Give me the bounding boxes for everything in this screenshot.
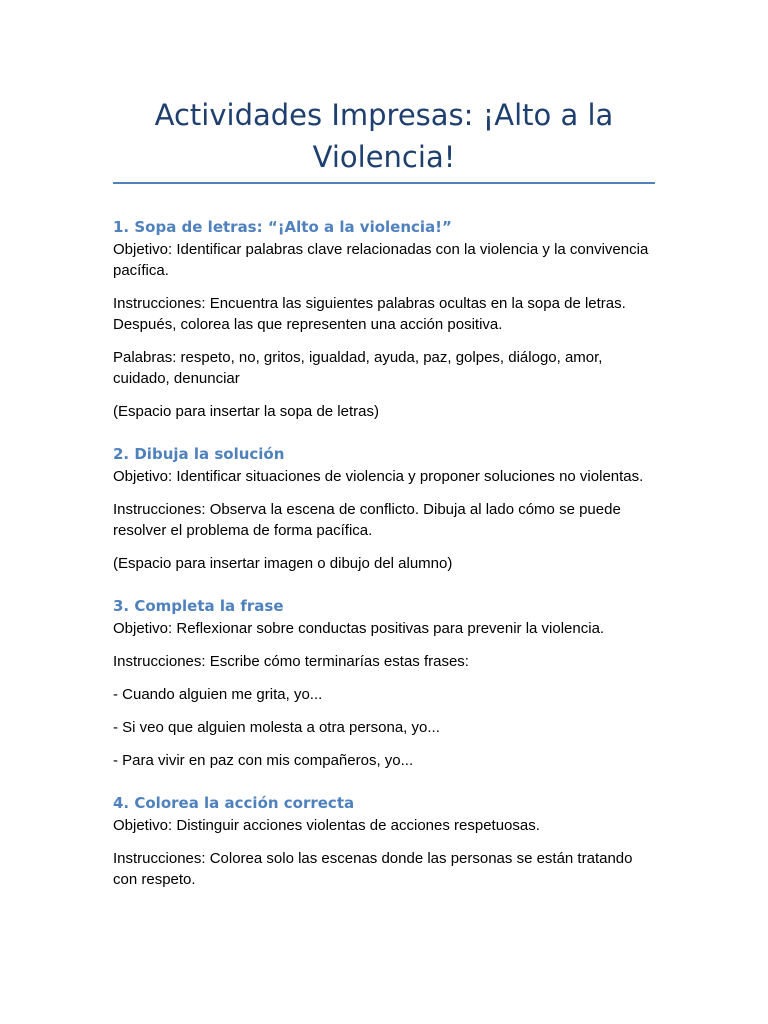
placeholder-text: (Espacio para insertar la sopa de letras) (113, 403, 379, 420)
objective-text: Objetivo: Distinguir acciones violentas de acciones respetuosas. (113, 817, 540, 834)
section-heading: 4. Colorea la acción correcta (113, 794, 355, 812)
objective-text: Objetivo: Identificar palabras clave relacionadas con la violencia y la convivencia pacífica. (113, 241, 649, 279)
instructions-text: Instrucciones: Colorea solo las escenas donde las personas se están tratando con respeto. (113, 850, 633, 888)
document-page (113, 94, 655, 912)
instructions-text: Instrucciones: Encuentra las siguientes palabras ocultas en la sopa de letras. Después, colorea las que representen una acción positiva. (113, 295, 626, 333)
instructions-text: Instrucciones: Escribe cómo terminarías estas frases: (113, 653, 469, 670)
objective-text: Objetivo: Reflexionar sobre conductas positivas para prevenir la violencia. (113, 620, 605, 637)
sentence-prompt: - Para vivir en paz con mis compañeros, yo... (113, 752, 414, 769)
placeholder-text: (Espacio para insertar imagen o dibujo del alumno) (113, 555, 453, 572)
section-heading: 3. Completa la frase (113, 597, 284, 615)
sentence-prompt: - Si veo que alguien molesta a otra persona, yo... (113, 719, 440, 736)
objective-text: Objetivo: Identificar situaciones de violencia y proponer soluciones no violentas. (113, 468, 644, 485)
document-title: Actividades Impresas: ¡Alto a la Violencia! (154, 98, 614, 174)
section-heading: 1. Sopa de letras: “¡Alto a la violencia!” (113, 218, 452, 236)
word-list-text: Palabras: respeto, no, gritos, igualdad, ayuda, paz, golpes, diálogo, amor, cuidado, denunciar (113, 349, 603, 387)
instructions-text: Instrucciones: Observa la escena de conflicto. Dibuja al lado cómo se puede resolver el problema de forma pacífica. (113, 501, 621, 539)
section-draw-solution (113, 444, 655, 574)
sentence-prompt: - Cuando alguien me grita, yo... (113, 686, 323, 703)
section-heading: 2. Dibuja la solución (113, 445, 285, 463)
section-word-search (113, 217, 655, 422)
section-color-correct-action (113, 793, 655, 890)
title-divider (113, 182, 655, 184)
section-complete-sentence (113, 596, 655, 771)
